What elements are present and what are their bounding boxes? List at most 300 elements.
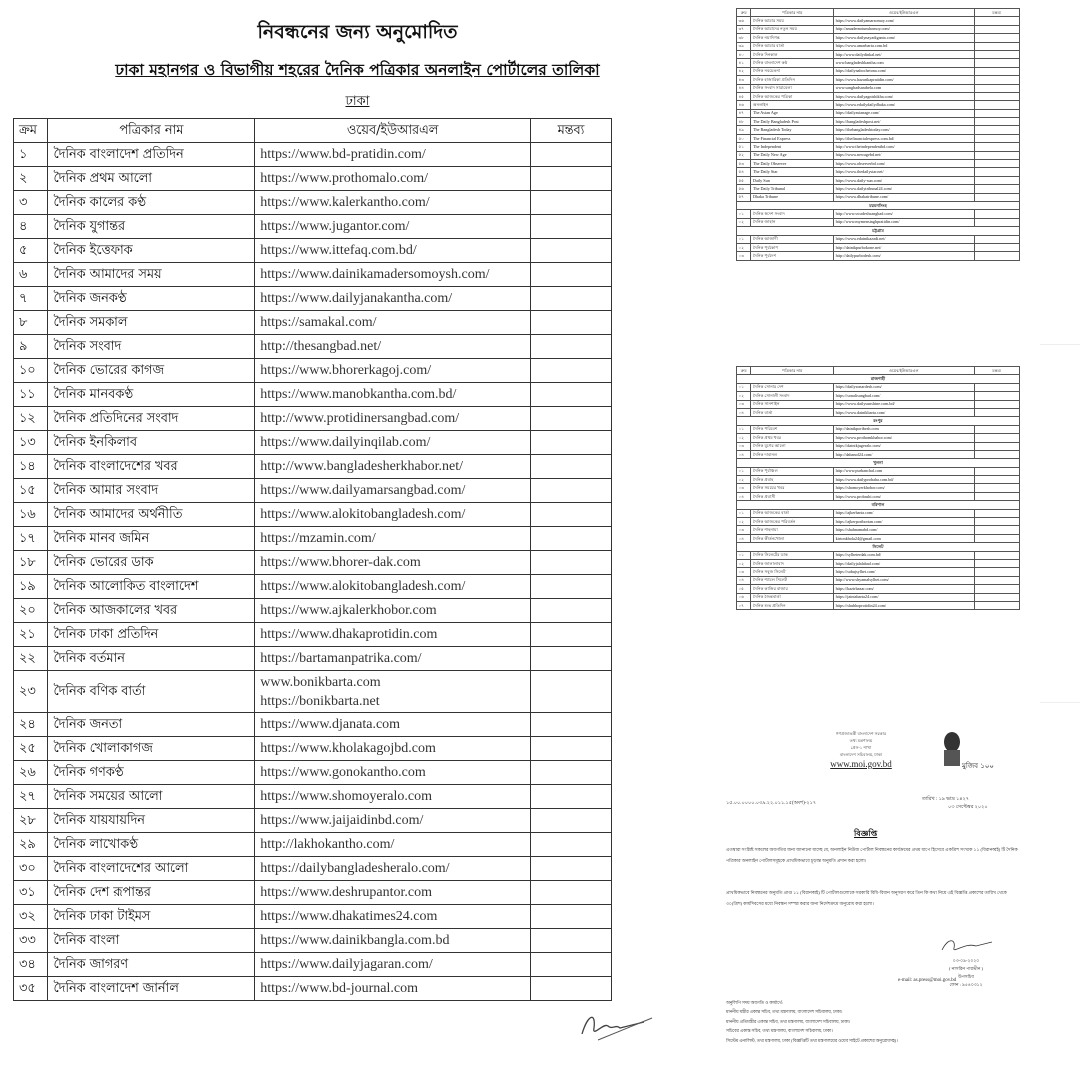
section-heading: সিলেট (737, 543, 1020, 551)
newspaper-name-cell: দৈনিক বাংলা (48, 929, 255, 953)
url-cell: http://dabanol24.com/ (834, 450, 974, 458)
divisional-portal-table (736, 366, 1020, 610)
remarks-cell (974, 218, 1019, 226)
serial-cell: ০১ (737, 210, 751, 218)
remarks-cell (974, 408, 1019, 416)
url-cell: kirtonkhola24@gmail.com (834, 534, 974, 542)
newspaper-name-cell: Dhaka Tribune (751, 193, 834, 201)
remarks-cell (974, 476, 1019, 484)
newspaper-name-cell: দৈনিক কীর্তনখোলা (751, 534, 834, 542)
newspaper-name-cell: দৈনিক স্বদেশ সংবাদ (751, 210, 834, 218)
remarks-cell (530, 623, 611, 647)
url-cell: https://www.dhakatribune.com/ (834, 193, 974, 201)
url-cell: https://www.dainikbarta.com/ (834, 408, 974, 416)
table-row (737, 526, 1020, 534)
serial-cell: ০১ (737, 467, 751, 475)
newspaper-name-cell: দৈনিক আজাদী (751, 235, 834, 243)
url-cell: http://www.bangladesherkhabor.net/ (255, 455, 531, 479)
remarks-cell (974, 193, 1019, 201)
newspaper-name-cell: দৈনিক আলোকিত বাংলাদেশ (48, 575, 255, 599)
memo-date: তারিখ : ১৯ ভাদ্র ১৪২৭ ০৩ সেপ্টেম্বর ২০২০ (922, 797, 988, 810)
newspaper-name-cell: দৈনিক সংবাদ সারাবেলা (751, 84, 834, 92)
newspaper-name-cell: দৈনিক আজকের পরিবর্তন (751, 518, 834, 526)
url-cell: https://www.djanata.com (255, 713, 531, 737)
remarks-cell (530, 929, 611, 953)
remarks-cell (974, 526, 1019, 534)
url-cell: https://kazirbazar.com/ (834, 585, 974, 593)
newspaper-name-cell: দৈনিক হাজারিকা প্রতিদিন (751, 76, 834, 84)
newspaper-name-cell: দৈনিক সোনার দেশ (751, 383, 834, 391)
url-cell: https://www.manobkantha.com.bd/ (255, 383, 531, 407)
remarks-cell (530, 761, 611, 785)
url-cell: https://www.dailytribunal24.com/ (834, 185, 974, 193)
newspaper-name-cell: Daily Sun (751, 176, 834, 184)
url-cell: https://www.observerbd.com/ (834, 160, 974, 168)
table-row (14, 143, 612, 167)
url-cell: https://www.dailyamarsomoy.com/ (834, 17, 974, 25)
url-cell: https://shubhoprotidin24.com/ (834, 601, 974, 609)
section-row (737, 375, 1020, 383)
table-row (14, 311, 612, 335)
url-cell: https://bangladeshpost.net/ (834, 118, 974, 126)
serial-cell: ০১ (737, 551, 751, 559)
newspaper-name-cell: দৈনিক জনতা (48, 713, 255, 737)
divider (1040, 702, 1080, 703)
col-header-serial: ক্রম (737, 367, 751, 375)
url-cell: https://shahnamabd.com/ (834, 526, 974, 534)
serial-cell: ৩২ (14, 905, 48, 929)
newspaper-name-cell: দৈনিক বাংলাদেশের আলো (48, 857, 255, 881)
newspaper-name-cell: দৈনিক আমার বার্তা (751, 42, 834, 50)
remarks-cell (974, 252, 1019, 260)
table-row (14, 737, 612, 761)
remarks-cell (974, 109, 1019, 117)
table-row (737, 235, 1020, 243)
url-cell: http://www.mymensinghpratidin.com/ (834, 218, 974, 226)
serial-cell: ০৩ (737, 484, 751, 492)
newspaper-name-cell: দৈনিক পরিবেশ (751, 425, 834, 433)
serial-cell: ৩৬ (737, 17, 751, 25)
remarks-cell (530, 167, 611, 191)
remarks-cell (974, 84, 1019, 92)
table-row (737, 50, 1020, 58)
serial-cell: ২ (14, 167, 48, 191)
newspaper-name-cell: দৈনিক শাহনামা (751, 526, 834, 534)
notice-title: বিজ্ঞপ্তি (854, 829, 878, 838)
remarks-cell (974, 176, 1019, 184)
table-row (737, 400, 1020, 408)
table-row (737, 67, 1020, 75)
url-cell: https://dainikjugeralo.com/ (834, 442, 974, 450)
serial-cell: ৪৪ (737, 84, 751, 92)
newspaper-name-cell: দৈনিক লাখোকণ্ঠ (48, 833, 255, 857)
url-cell: https://www.dailyjagaran.com/ (255, 953, 531, 977)
table-row (14, 905, 612, 929)
url-cell: https://www.dainikbangla.com.bd (255, 929, 531, 953)
serial-cell: ০৭ (737, 601, 751, 609)
serial-cell: ২২ (14, 647, 48, 671)
newspaper-name-cell: দৈনিক প্রথম আলো (48, 167, 255, 191)
remarks-cell (974, 467, 1019, 475)
url-cell: https://samakal.com/ (255, 311, 531, 335)
table-row (14, 407, 612, 431)
remarks-cell (974, 559, 1019, 567)
newspaper-name-cell: অনলাইন (751, 101, 834, 109)
url-cell: https://thebangladeshtoday.com/ (834, 126, 974, 134)
url-cell: http://amadernotunshomoy.com/ (834, 25, 974, 33)
table-row (737, 252, 1020, 260)
remarks-cell (974, 509, 1019, 517)
remarks-cell (974, 134, 1019, 142)
remarks-cell (974, 243, 1019, 251)
table-row (737, 17, 1020, 25)
remarks-cell (530, 263, 611, 287)
continuation-page-2 (726, 360, 1036, 700)
remarks-cell (974, 585, 1019, 593)
url-cell: https://www.bhorer-dak.com (255, 551, 531, 575)
serial-cell: ০১ (737, 509, 751, 517)
url-cell: http://www.purbanchal.com (834, 467, 974, 475)
col-header-url: ওয়েব/ইউআরএল (834, 367, 974, 375)
table-row (737, 576, 1020, 584)
remarks-cell (530, 857, 611, 881)
table-row (737, 185, 1020, 193)
newspaper-name-cell: দৈনিক মানবকণ্ঠ (48, 383, 255, 407)
table-row (14, 335, 612, 359)
table-row (14, 551, 612, 575)
url-cell: https://www.dailyamarsangbad.com/ (255, 479, 531, 503)
remarks-cell (530, 239, 611, 263)
url-line: https://bonikbarta.net (260, 693, 380, 709)
newspaper-name-cell: দৈনিক ঢাকা প্রতিদিন (48, 623, 255, 647)
newspaper-name-cell: দৈনিক সোনালী সংবাদ (751, 392, 834, 400)
serial-cell: ০৪ (737, 576, 751, 584)
serial-cell: ২৯ (14, 833, 48, 857)
newspaper-name-cell: দৈনিক আমাদের সময় (48, 263, 255, 287)
notice-page (726, 708, 1036, 1066)
table-header-row (737, 9, 1020, 17)
remarks-cell (530, 191, 611, 215)
remarks-cell (974, 492, 1019, 500)
table-row (737, 25, 1020, 33)
remarks-cell (974, 434, 1019, 442)
serial-cell: ৮ (14, 311, 48, 335)
url-cell: https://www.probashi.com/ (834, 492, 974, 500)
url-cell: http://www.dailydinkal.net/ (834, 50, 974, 58)
serial-cell: ১০ (14, 359, 48, 383)
table-row (14, 527, 612, 551)
newspaper-name-cell: The Asian Age (751, 109, 834, 117)
remarks-cell (974, 210, 1019, 218)
table-row (14, 479, 612, 503)
newspaper-name-cell: দৈনিক বাংলাদেশ কণ্ঠ (751, 59, 834, 67)
remarks-cell (530, 287, 611, 311)
table-row (737, 84, 1020, 92)
table-row (14, 455, 612, 479)
url-cell: https://www.bd-pratidin.com/ (255, 143, 531, 167)
newspaper-name-cell: দৈনিক পূর্বকোণ (751, 243, 834, 251)
col-header-serial: ক্রম (14, 119, 48, 143)
section-row (737, 417, 1020, 425)
section-heading: বরিশাল (737, 501, 1020, 509)
remarks-cell (530, 215, 611, 239)
remarks-cell (530, 905, 611, 929)
url-cell: https://www.gonokantho.com (255, 761, 531, 785)
table-row (737, 450, 1020, 458)
remarks-cell (974, 92, 1019, 100)
newspaper-name-cell: দৈনিক বাংলাদেশ প্রতিদিন (48, 143, 255, 167)
table-row (14, 929, 612, 953)
table-row (14, 431, 612, 455)
table-row (14, 287, 612, 311)
divider (1040, 344, 1080, 345)
table-row (737, 143, 1020, 151)
remarks-cell (530, 785, 611, 809)
remarks-cell (530, 143, 611, 167)
signature-block: ০৩-০৯-২০২০ ( নাসরিন পারভীন ) উপসচিব ফোন : ৯৫৪০৩১২ (926, 936, 1006, 989)
newspaper-name-cell: The Daily New Age (751, 151, 834, 159)
url-cell: https://www.thedailystar.net/ (834, 168, 974, 176)
memo-reference: ১৫.০০.০০০০.০৩৯.২২.০১১.১৫(অংশ)-২১৭ (726, 801, 817, 806)
newspaper-name-cell: দৈনিক আমাদের নতুন সময় (751, 25, 834, 33)
url-cell: https://www.dhakaprotidin.com (255, 623, 531, 647)
table-row (737, 568, 1020, 576)
remarks-cell (530, 455, 611, 479)
mujib-100-logo-icon (936, 728, 994, 774)
table-row (14, 713, 612, 737)
table-row (14, 953, 612, 977)
serial-cell: ৫ (14, 239, 48, 263)
url-cell: https://dailysonardesh.com/ (834, 383, 974, 391)
remarks-cell (974, 576, 1019, 584)
table-row (737, 467, 1020, 475)
serial-cell: ০৪ (737, 492, 751, 500)
url-cell: http://www.swadeshsangbad.com/ (834, 210, 974, 218)
remarks-cell (974, 235, 1019, 243)
newspaper-name-cell: দৈনিক প্রথম খবর (751, 434, 834, 442)
col-header-remarks: মন্তব্য (530, 119, 611, 143)
newspaper-name-cell: দৈনিক মানব জমিন (48, 527, 255, 551)
serial-cell: ০৩ (737, 568, 751, 576)
remarks-cell (974, 484, 1019, 492)
url-cell: https://www.dailyinqilab.com/ (255, 431, 531, 455)
newspaper-name-cell: দৈনিক গণকণ্ঠ (48, 761, 255, 785)
serial-cell: ০২ (737, 434, 751, 442)
table-row (737, 42, 1020, 50)
col-header-serial: ক্রম (737, 9, 751, 17)
serial-cell: ৩৭ (737, 25, 751, 33)
serial-cell: ৬ (14, 263, 48, 287)
table-body (14, 143, 612, 1001)
table-row (737, 585, 1020, 593)
table-row (737, 151, 1020, 159)
newspaper-name-cell: The Daily Observer (751, 160, 834, 168)
url-cell: https://www.kholakagojbd.com (255, 737, 531, 761)
newspaper-name-cell: দৈনিক যায়যায়দিন (48, 809, 255, 833)
remarks-cell (530, 977, 611, 1001)
serial-cell: ৫৭ (737, 193, 751, 201)
remarks-cell (530, 671, 611, 713)
table-row (737, 559, 1020, 567)
serial-cell: ৪ (14, 215, 48, 239)
table-row (737, 134, 1020, 142)
serial-cell: ৫২ (737, 151, 751, 159)
table-row (14, 881, 612, 905)
table-row (737, 551, 1020, 559)
table-header-row (737, 367, 1020, 375)
serial-cell: ১ (14, 143, 48, 167)
newspaper-name-cell: দৈনিক শ্যামল সিলেট (751, 576, 834, 584)
remarks-cell (974, 25, 1019, 33)
url-cell: https://www.bd-journal.com (255, 977, 531, 1001)
table-row (737, 392, 1020, 400)
serial-cell: ১১ (14, 383, 48, 407)
logo-text: মুজিব ১০০ (962, 762, 994, 770)
url-cell: https://www.amarbarta.com.bd (834, 42, 974, 50)
url-cell: https://www.jaijaidinbd.com/ (255, 809, 531, 833)
serial-cell: ৩৩ (14, 929, 48, 953)
newspaper-name-cell: দৈনিক আমাদের অর্থনীতি (48, 503, 255, 527)
url-cell: https://mzamin.com/ (255, 527, 531, 551)
url-cell: https://www.hazarikapratidin.com/ (834, 76, 974, 84)
url-line: www.bonikbarta.com (260, 674, 381, 690)
newspaper-name-cell: দৈনিক খোলাকাগজ (48, 737, 255, 761)
newspaper-name-cell: দৈনিক ইত্তেফাক (48, 239, 255, 263)
remarks-cell (530, 881, 611, 905)
newspaper-name-cell: দৈনিক সময়ের আলো (48, 785, 255, 809)
url-cell: http://thesangbad.net/ (255, 335, 531, 359)
url-cell: https://www.edainikazadi.net/ (834, 235, 974, 243)
ministry-header: গণপ্রজাতন্ত্রী বাংলাদেশ সরকার তথ্য মন্ত্রণালয় প্রেস-১ শাখা বাংলাদেশ সচিবালয়, ঢাকা (835, 731, 887, 757)
serial-cell: ২৪ (14, 713, 48, 737)
url-cell: https://www.dailysunshine.com.bd/ (834, 400, 974, 408)
remarks-cell (974, 442, 1019, 450)
newspaper-name-cell: দৈনিক আমার সংবাদ (48, 479, 255, 503)
url-cell: https://www.kalerkantho.com/ (255, 191, 531, 215)
table-row (737, 408, 1020, 416)
table-row (737, 476, 1020, 484)
newspaper-name-cell: দৈনিক ঢাকা টাইমস (48, 905, 255, 929)
remarks-cell (530, 311, 611, 335)
table-row (737, 76, 1020, 84)
section-row (737, 201, 1020, 209)
remarks-cell (974, 34, 1019, 42)
url-cell: www.bangladeshkantha.com (834, 59, 974, 67)
url-cell: https://sabujsylhet.com/ (834, 568, 974, 576)
col-header-url: ওয়েব/ইউআরএল (834, 9, 974, 17)
table-row (737, 383, 1020, 391)
table-row (737, 601, 1020, 609)
url-cell: www.sangbadsarabela.com (834, 84, 974, 92)
table-row (737, 210, 1020, 218)
url-cell: https://dailyjalalabad.com/ (834, 559, 974, 567)
col-header-name: পত্রিকার নাম (48, 119, 255, 143)
serial-cell: ৪৬ (737, 101, 751, 109)
remarks-cell (974, 383, 1019, 391)
serial-cell: ০১ (737, 425, 751, 433)
remarks-cell (530, 479, 611, 503)
url-cell: https://ajkerbarta.com/ (834, 509, 974, 517)
table-row (14, 575, 612, 599)
serial-cell: ০২ (737, 218, 751, 226)
url-cell: https://jaintabarta24.com/ (834, 593, 974, 601)
table-row (737, 92, 1020, 100)
serial-cell: ০৩ (737, 442, 751, 450)
serial-cell: ৫১ (737, 143, 751, 151)
newspaper-name-cell: দৈনিক বণিক বার্তা (48, 671, 255, 713)
serial-cell: ৩ (14, 191, 48, 215)
remarks-cell (974, 17, 1019, 25)
newspaper-name-cell: দৈনিক বর্তমান (48, 647, 255, 671)
serial-cell: ১৯ (14, 575, 48, 599)
remarks-cell (530, 953, 611, 977)
serial-cell: ১৮ (14, 551, 48, 575)
serial-cell: ০২ (737, 476, 751, 484)
remarks-cell (974, 518, 1019, 526)
url-cell: https://www.newagebd.net/ (834, 151, 974, 159)
table-body (737, 17, 1020, 260)
remarks-cell (974, 42, 1019, 50)
serial-cell: ২৮ (14, 809, 48, 833)
newspaper-name-cell: দৈনিক জাগরণ (48, 953, 255, 977)
remarks-cell (974, 185, 1019, 193)
table-row (737, 109, 1020, 117)
serial-cell: ০৩ (737, 252, 751, 260)
newspaper-name-cell: দৈনিক সমকাল (48, 311, 255, 335)
newspaper-name-cell: দৈনিক বাংলাদেশ জার্নাল (48, 977, 255, 1001)
table-row (737, 59, 1020, 67)
serial-cell: ০৪ (737, 450, 751, 458)
serial-cell: ৩১ (14, 881, 48, 905)
serial-cell: ০৫ (737, 585, 751, 593)
table-row (737, 176, 1020, 184)
table-row (737, 534, 1020, 542)
col-header-name: পত্রিকার নাম (751, 367, 834, 375)
newspaper-name-cell: দৈনিক বাংলাদেশের খবর (48, 455, 255, 479)
serial-cell: ১৫ (14, 479, 48, 503)
serial-cell: ৪৭ (737, 109, 751, 117)
serial-cell: ৩৮ (737, 34, 751, 42)
remarks-cell (530, 407, 611, 431)
footer-print-line (8, 1034, 308, 1040)
col-header-remarks: মন্তব্য (974, 9, 1019, 17)
newspaper-name-cell: দৈনিক কাজির বাজার (751, 585, 834, 593)
remarks-cell (974, 151, 1019, 159)
remarks-cell (974, 76, 1019, 84)
remarks-cell (974, 551, 1019, 559)
remarks-cell (530, 737, 611, 761)
page-subtitle: ঢাকা মহানগর ও বিভাগীয় শহরের দৈনিক পত্রিকার অনলাইন পোর্টালের তালিকা (115, 60, 600, 79)
table-row (737, 425, 1020, 433)
url-cell: https://dailynabochetona.com/ (834, 67, 974, 75)
serial-cell: ২১ (14, 623, 48, 647)
newspaper-name-cell: দৈনিক দাবানল (751, 450, 834, 458)
serial-cell: ০১ (737, 235, 751, 243)
serial-cell: ০২ (737, 243, 751, 251)
url-cell: https://www.prothomalo.com/ (255, 167, 531, 191)
table-row (737, 218, 1020, 226)
serial-cell: ২৬ (14, 761, 48, 785)
table-row (14, 383, 612, 407)
url-cell: http://www.shyamalsylhet.com/ (834, 576, 974, 584)
newspaper-name-cell: দৈনিক বার্তা (751, 408, 834, 416)
continuation-page-1 (726, 0, 1036, 344)
serial-cell: ৯ (14, 335, 48, 359)
serial-cell: ২০ (14, 599, 48, 623)
newspaper-name-cell: দৈনিক আজকালের খবর (48, 599, 255, 623)
url-cell: https://dailyasianage.com/ (834, 109, 974, 117)
serial-cell: ০৪ (737, 408, 751, 416)
